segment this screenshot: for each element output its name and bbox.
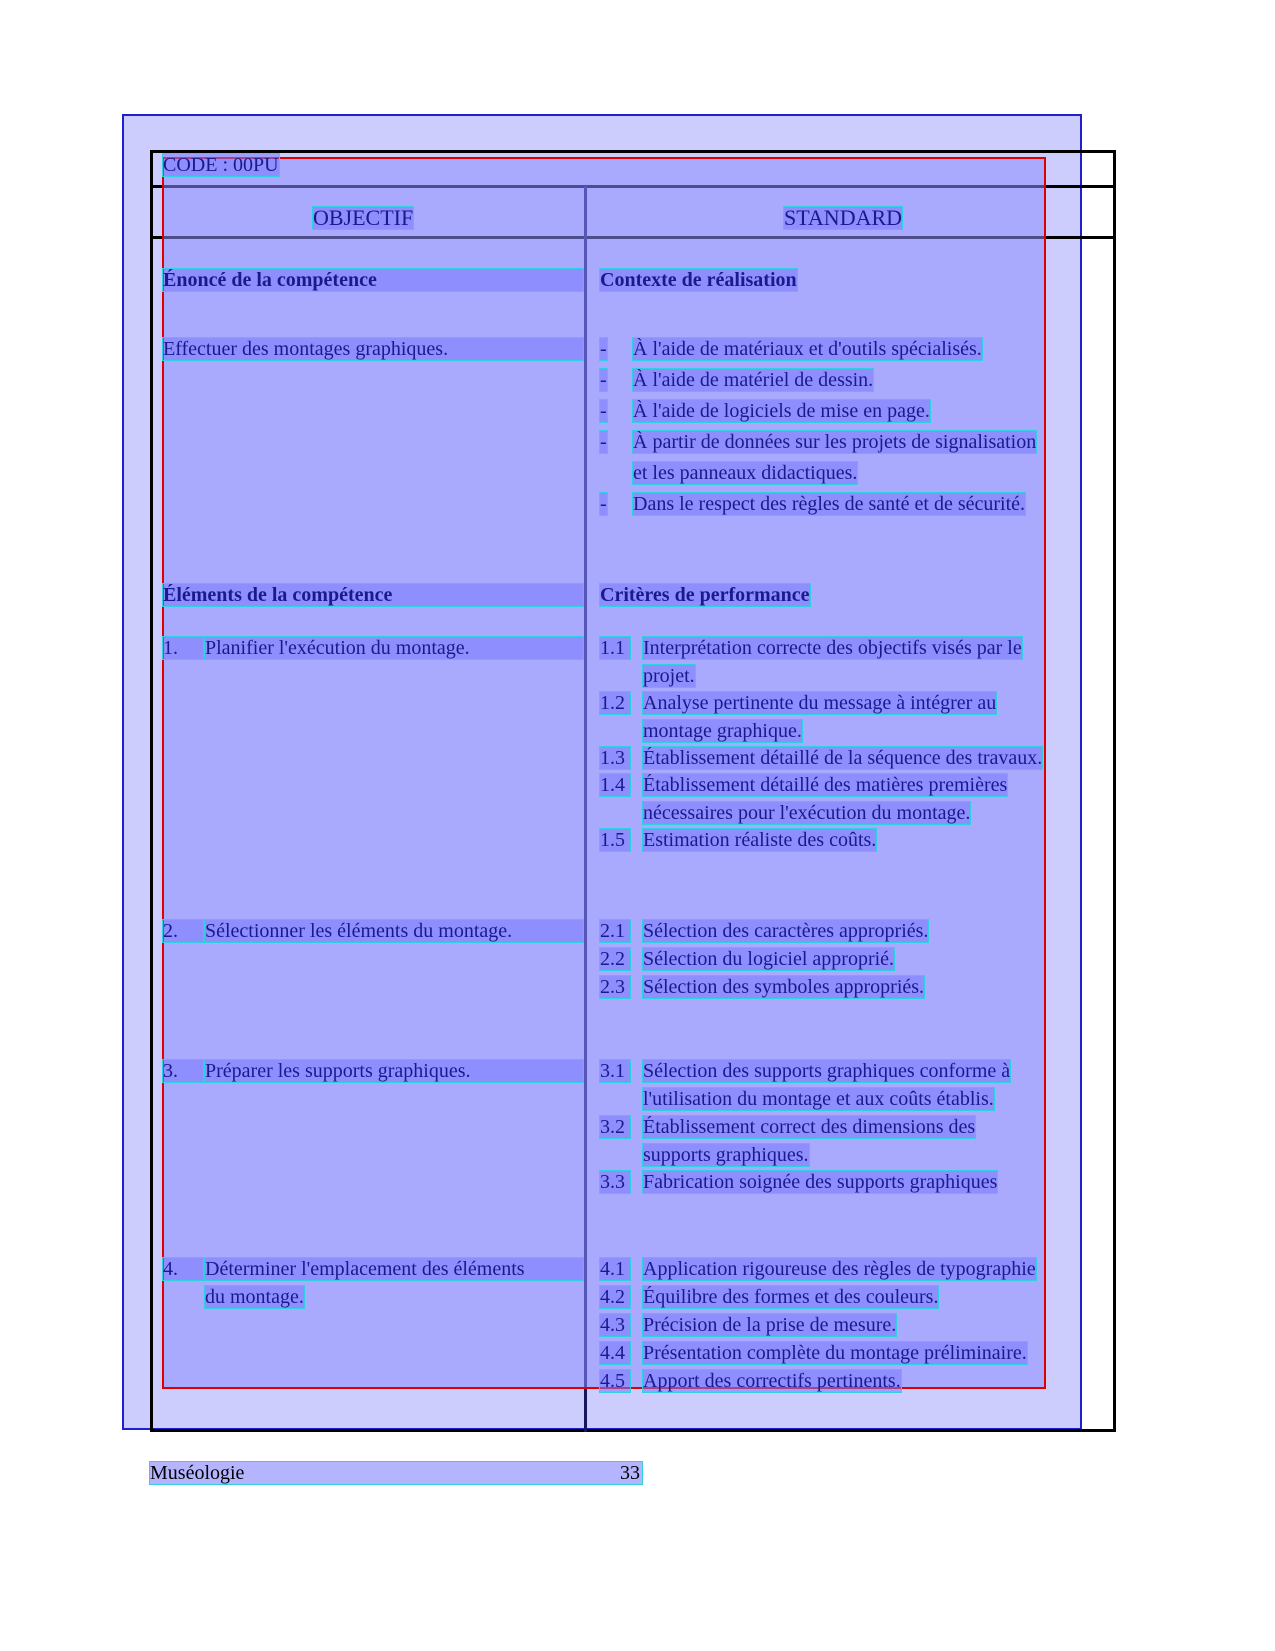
contexte-item-line: À l'aide de matériaux et d'outils spécialisés. <box>633 338 982 360</box>
critere-text-line: Précision de la prise de mesure. <box>643 1314 897 1336</box>
element-number: 2. <box>163 920 203 942</box>
critere-number: 1.1 <box>600 637 630 659</box>
element-text-line: Planifier l'exécution du montage. <box>205 637 583 659</box>
critere-number: 3.1 <box>600 1060 630 1082</box>
critere-text-line: Fabrication soignée des supports graphiques <box>643 1171 998 1193</box>
critere-text-line: Sélection du logiciel approprié. <box>643 948 895 970</box>
critere-text-line: Établissement correct des dimensions des <box>643 1116 976 1138</box>
critere-number: 4.1 <box>600 1258 630 1280</box>
element-text-line: Sélectionner les éléments du montage. <box>205 920 583 942</box>
critere-number: 2.2 <box>600 948 630 970</box>
page-number: 33 <box>620 1462 640 1484</box>
element-number: 4. <box>163 1258 203 1280</box>
critere-text-line: Apport des correctifs pertinents. <box>643 1370 901 1392</box>
critere-number: 2.1 <box>600 920 630 942</box>
contexte-item-line: À l'aide de matériel de dessin. <box>633 369 874 391</box>
critere-text-line: Sélection des caractères appropriés. <box>643 920 929 942</box>
critere-text-line: supports graphiques. <box>643 1144 809 1166</box>
critere-text-line: Sélection des supports graphiques conforme à <box>643 1060 1011 1082</box>
contexte-bullet: - <box>600 493 607 515</box>
element-text-line: du montage. <box>205 1286 304 1308</box>
critere-text-line: nécessaires pour l'exécution du montage. <box>643 802 971 824</box>
footer-left: Muséologie <box>150 1462 245 1484</box>
element-text-line: Déterminer l'emplacement des éléments <box>205 1258 583 1280</box>
critere-number: 4.4 <box>600 1342 630 1364</box>
enonce-text: Effectuer des montages graphiques. <box>163 338 583 360</box>
contexte-bullet: - <box>600 369 607 391</box>
critere-number: 1.5 <box>600 829 630 851</box>
critere-number: 1.4 <box>600 774 630 796</box>
contexte-item-line: À l'aide de logiciels de mise en page. <box>633 400 930 422</box>
critere-number: 3.3 <box>600 1171 630 1193</box>
critere-number: 1.2 <box>600 692 630 714</box>
critere-text-line: Application rigoureuse des règles de typographie <box>643 1258 1036 1280</box>
critere-number: 4.2 <box>600 1286 630 1308</box>
critere-text-line: montage graphique. <box>643 720 802 742</box>
critere-text-line: Établissement détaillé des matières premières <box>643 774 1008 796</box>
elements-title: Éléments de la compétence <box>163 584 583 606</box>
criteres-title: Critères de performance <box>600 584 810 606</box>
contexte-title: Contexte de réalisation <box>600 269 797 291</box>
header-objectif: OBJECTIF <box>313 205 414 230</box>
critere-number: 3.2 <box>600 1116 630 1138</box>
critere-text-line: Établissement détaillé de la séquence des travaux. <box>643 747 1043 769</box>
footer <box>150 1462 642 1484</box>
critere-text-line: Présentation complète du montage préliminaire. <box>643 1342 1027 1364</box>
contexte-bullet: - <box>600 400 607 422</box>
critere-text-line: l'utilisation du montage et aux coûts établis. <box>643 1088 994 1110</box>
header-standard: STANDARD <box>784 205 903 230</box>
critere-text-line: Estimation réaliste des coûts. <box>643 829 877 851</box>
element-text-line: Préparer les supports graphiques. <box>205 1060 583 1082</box>
contexte-item-line: À partir de données sur les projets de signalisation <box>633 431 1037 453</box>
critere-text-line: Équilibre des formes et des couleurs. <box>643 1286 939 1308</box>
critere-number: 1.3 <box>600 747 630 769</box>
code-label: CODE : 00PU <box>163 154 279 176</box>
enonce-title: Énoncé de la compétence <box>163 269 583 291</box>
contexte-bullet: - <box>600 431 607 453</box>
contexte-item-line: Dans le respect des règles de santé et de sécurité. <box>633 493 1026 515</box>
critere-text-line: Interprétation correcte des objectifs visés par le <box>643 637 1022 659</box>
critere-number: 2.3 <box>600 976 630 998</box>
critere-text-line: projet. <box>643 665 695 687</box>
critere-text-line: Sélection des symboles appropriés. <box>643 976 925 998</box>
element-number: 3. <box>163 1060 203 1082</box>
contexte-bullet: - <box>600 338 607 360</box>
critere-number: 4.3 <box>600 1314 630 1336</box>
element-number: 1. <box>163 637 203 659</box>
critere-text-line: Analyse pertinente du message à intégrer au <box>643 692 997 714</box>
contexte-item-line: et les panneaux didactiques. <box>633 462 858 484</box>
critere-number: 4.5 <box>600 1370 630 1392</box>
